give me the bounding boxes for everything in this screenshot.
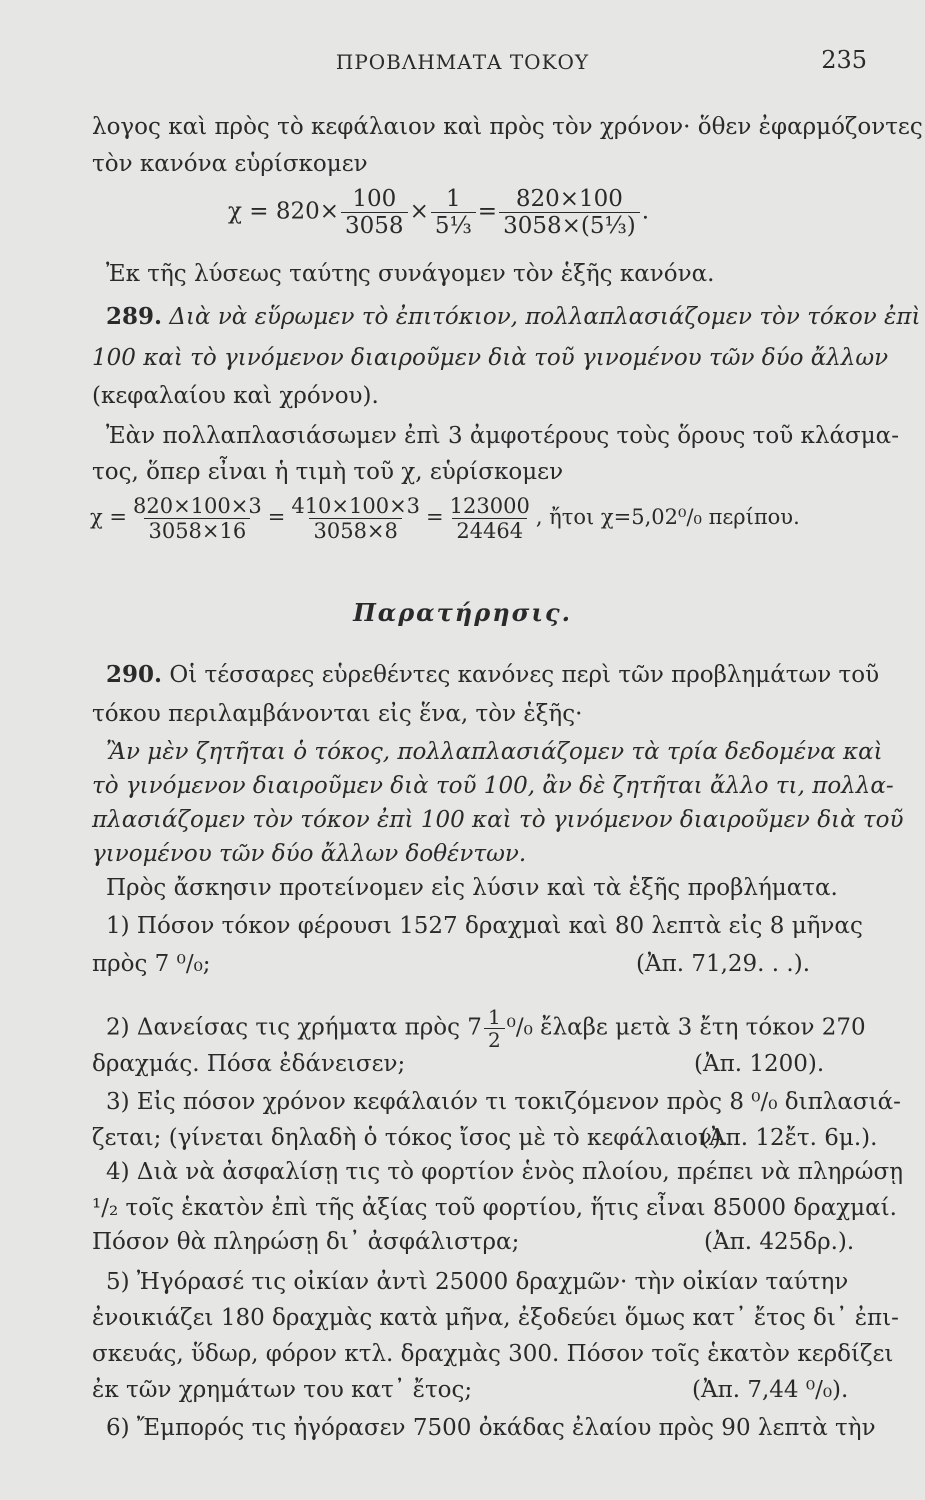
problem-4-line: Πόσον θὰ πληρώσῃ δι᾽ ἀσφάλιστρα; (Ἀπ. 425δρ.). <box>92 1229 855 1255</box>
eq2-fraction-2: $\frac{410\times 100\times 3}{3058\times 8}$ <box>291 494 421 543</box>
answer: (Ἀπ. 7,44 ⁰/₀). <box>692 1377 849 1403</box>
eq1-fraction-1: $\frac{100}{3058}$ <box>341 186 408 239</box>
eq1-lhs: χ = 820× <box>228 198 340 225</box>
section-289-line: 289. Διὰ νὰ εὕρωμεν τὸ ἐπιτόκιον, πολλαπλασιάζομεν τὸν τόκον ἐπὶ <box>106 303 921 330</box>
problem-3-line: 3) Εἰς πόσον χρόνον κεφάλαιόν τι τοκιζόμενον πρὸς 8 ⁰/₀ διπλασιά- <box>106 1089 901 1115</box>
header-title: ΠΡΟΒΛΗΜΑΤΑ ΤΟΚΟΥ <box>335 50 590 74</box>
running-header <box>0 44 925 80</box>
answer: (Ἀπ. 12ἔτ. 6μ.). <box>700 1125 878 1151</box>
section-heading: Παρατήρησις. <box>353 598 572 627</box>
text-line: λογος καὶ πρὸς τὸ κεφάλαιον καὶ πρὸς τὸν χρόνον· ὅθεν ἐφαρμόζοντες <box>92 114 923 140</box>
problem-4-line: 4) Διὰ νὰ ἀσφαλίσῃ τις τὸ φορτίον ἑνὸς πλοίου, πρέπει νὰ πληρώσῃ <box>106 1159 903 1185</box>
problem-2-fraction: $\frac{1}{2}$ <box>484 1006 505 1051</box>
equation-1: χ = 820× $\frac{100}{3058}$ × $\frac{1}{\text{5⅓}}$ = $\frac{820\times 100}{\text{3058×(5⅓)}}$ . <box>228 186 650 239</box>
eq1-fraction-3: $\frac{820\times 100}{\text{3058×(5⅓)}}$ <box>499 186 640 239</box>
rule-text-line: τὸ γινόμενον διαιροῦμεν διὰ τοῦ 100, ἂν δὲ ζητῆται ἄλλο τι, πολλα- <box>92 773 894 799</box>
eq2-fraction-3: $\frac{123000}{24464}$ <box>449 494 530 543</box>
rule-text-line: Ἂν μὲν ζητῆται ὁ τόκος, πολλαπλασιάζομεν τὰ τρία δεδομένα καὶ <box>106 739 883 765</box>
eq2-fraction-1: $\frac{820\times 100\times 3}{3058\times 16}$ <box>133 494 262 543</box>
section-number: 290. <box>106 661 163 688</box>
eq2-lhs: χ = <box>90 505 127 529</box>
problem-2-line: 2) Δανείσας τις χρήματα πρὸς 7 $\frac{1}{2}$ ⁰/₀ ἔλαβε μετὰ 3 ἔτη τόκον 270 <box>106 1005 866 1052</box>
section-290-line: τόκου περιλαμβάνονται εἰς ἕνα, τὸν ἑξῆς· <box>92 701 583 727</box>
text-line: Ἐὰν πολλαπλασιάσωμεν ἐπὶ 3 ἀμφοτέρους τοὺς ὅρους τοῦ κλάσμα- <box>106 423 899 449</box>
exercise-intro: Πρὸς ἄσκησιν προτείνομεν εἰς λύσιν καὶ τὰ ἑξῆς προβλήματα. <box>106 875 838 901</box>
problem-1-line: 1) Πόσον τόκον φέρουσι 1527 δραχμαὶ καὶ 80 λεπτὰ εἰς 8 μῆνας <box>106 913 863 939</box>
section-number: 289. <box>106 303 163 330</box>
rule-text-line: γινομένου τῶν δύο ἄλλων δοθέντων. <box>92 841 527 867</box>
answer: (Ἀπ. 1200). <box>694 1051 825 1077</box>
problem-5-line: σκευάς, ὕδωρ, φόρον κτλ. δραχμὰς 300. Πόσον τοῖς ἑκατὸν κερδίζει <box>92 1341 894 1367</box>
problem-6-line: 6) Ἔμπορός τις ἠγόρασεν 7500 ὀκάδας ἐλαίου πρὸς 90 λεπτὰ τὴν <box>106 1415 876 1441</box>
problem-5-line: ἐκ τῶν χρημάτων του κατ᾽ ἔτος; (Ἀπ. 7,44 ⁰/₀). <box>92 1377 849 1403</box>
page-number: 235 <box>821 46 867 74</box>
answer: (Ἀπ. 71,29. . .). <box>636 951 811 977</box>
text-line: Ἐκ τῆς λύσεως ταύτης συνάγομεν τὸν ἑξῆς κανόνα. <box>106 261 715 287</box>
eq1-fraction-2: $\frac{1}{\text{5⅓}}$ <box>431 186 476 239</box>
section-289-line: 100 καὶ τὸ γινόμενον διαιροῦμεν διὰ τοῦ γινομένου τῶν δύο ἄλλων <box>92 345 889 371</box>
answer: (Ἀπ. 425δρ.). <box>704 1229 855 1255</box>
equation-2: χ = $\frac{820\times 100\times 3}{3058\times 16}$ = $\frac{410\times 100\times 3}{3058\times 8}$ = $\frac{123000}{24464}$ , ἤτοι χ=5,02⁰/₀ περίπου. <box>90 494 800 543</box>
section-289-line: (κεφαλαίου καὶ χρόνου). <box>92 383 379 409</box>
problem-5-line: ἐνοικιάζει 180 δραχμὰς κατὰ μῆνα, ἐξοδεύει ὅμως κατ᾽ ἔτος δι᾽ ἐπι- <box>92 1305 899 1331</box>
text-line: τος, ὅπερ εἶναι ἡ τιμὴ τοῦ χ, εὑρίσκομεν <box>92 459 564 485</box>
problem-2-line: δραχμάς. Πόσα ἐδάνεισεν; (Ἀπ. 1200). <box>92 1051 825 1077</box>
rule-text-line: πλασιάζομεν τὸν τόκον ἐπὶ 100 καὶ τὸ γινόμενον διαιροῦμεν διὰ τοῦ <box>92 807 904 833</box>
problem-1-line: πρὸς 7 ⁰/₀; (Ἀπ. 71,29. . .). <box>92 951 811 977</box>
section-290-line: 290. Οἱ τέσσαρες εὑρεθέντες κανόνες περὶ τῶν προβλημάτων τοῦ <box>106 661 880 688</box>
text-line: τὸν κανόνα εὑρίσκομεν <box>92 151 368 177</box>
problem-4-line: ¹/₂ τοῖς ἑκατὸν ἐπὶ τῆς ἀξίας τοῦ φορτίου, ἥτις εἶναι 85000 δραχμαί. <box>92 1195 897 1221</box>
problem-3-line: ζεται; (γίνεται δηλαδὴ ὁ τόκος ἴσος μὲ τὸ κεφάλαιον). (Ἀπ. 12ἔτ. 6μ.). <box>92 1125 878 1151</box>
problem-5-line: 5) Ἠγόρασέ τις οἰκίαν ἀντὶ 25000 δραχμῶν· τὴν οἰκίαν ταύτην <box>106 1269 849 1295</box>
